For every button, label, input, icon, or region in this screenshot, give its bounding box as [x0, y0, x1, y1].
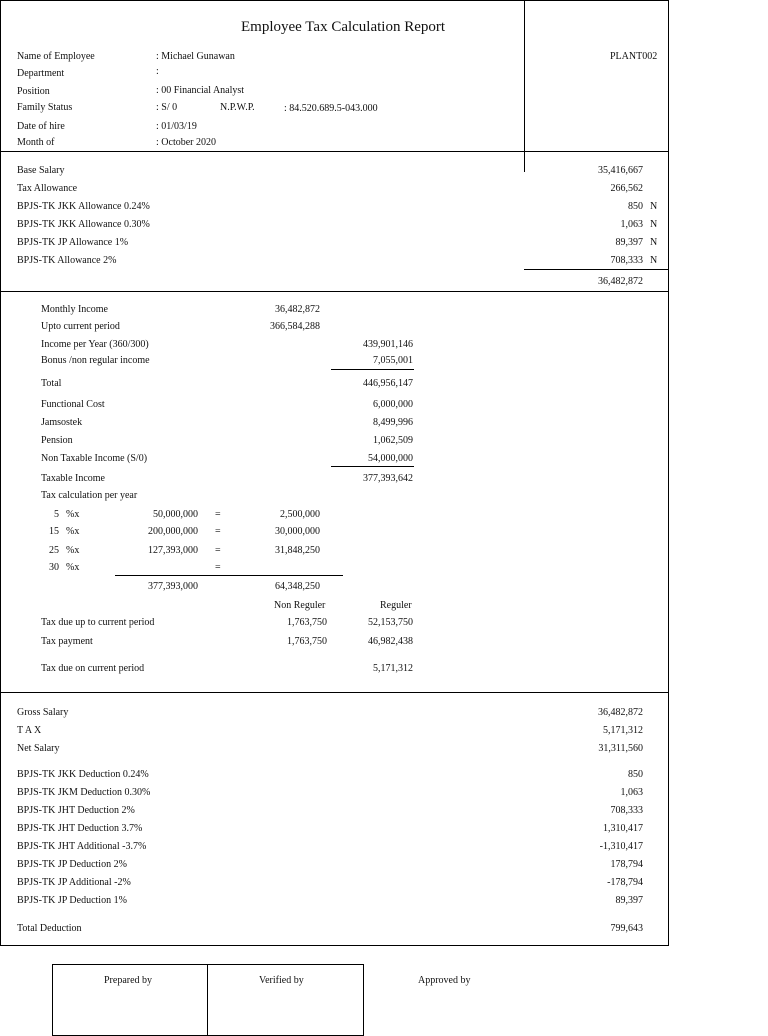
deduction-label: BPJS-TK JP Additional -2% [17, 877, 131, 888]
value-date-of-hire: : 01/03/19 [156, 121, 197, 132]
calc-label-tax-payment: Tax payment [41, 636, 93, 647]
value-position: : 00 Financial Analyst [156, 85, 245, 96]
income-flag-jkk-024: N [650, 201, 658, 212]
income-total-rule [524, 269, 669, 270]
calc-non-taxable-rule [331, 466, 414, 467]
calc-label-total: Total [41, 378, 62, 389]
bracket-rate: 15 [49, 526, 59, 537]
income-value-base-salary: 35,416,667 [598, 165, 643, 176]
label-position: Position [17, 86, 50, 97]
income-value-jkk-030: 1,063 [620, 219, 643, 230]
summary-value-total-deduction: 799,643 [610, 923, 643, 934]
calc-value-monthly-income: 36,482,872 [275, 304, 320, 315]
bracket-tax: 30,000,000 [275, 526, 320, 537]
calc-label-income-per-year: Income per Year (360/300) [41, 339, 149, 350]
deduction-value: -1,310,417 [599, 841, 643, 852]
calc-value-total: 446,956,147 [363, 378, 413, 389]
header-bottom-line [0, 151, 669, 152]
bracket-mult: %x [66, 526, 80, 537]
calc-label-functional-cost: Functional Cost [41, 399, 105, 410]
calc-value-tax-payment-regular: 46,982,438 [368, 636, 413, 647]
calc-value-upto-current: 366,584,288 [270, 321, 320, 332]
income-label-allowance-2: BPJS-TK Allowance 2% [17, 255, 117, 266]
signature-label-prepared: Prepared by [104, 975, 153, 986]
deduction-label: BPJS-TK JHT Additional -3.7% [17, 841, 147, 852]
calc-value-non-taxable: 54,000,000 [368, 453, 413, 464]
label-name: Name of Employee [17, 51, 95, 62]
deduction-value: 178,794 [610, 859, 643, 870]
calc-label-tax-calc-per-year: Tax calculation per year [41, 490, 138, 501]
label-date-of-hire: Date of hire [17, 121, 65, 132]
signature-label-verified: Verified by [259, 975, 304, 986]
frame-right-line [668, 0, 669, 946]
summary-value-net: 31,311,560 [598, 743, 643, 754]
calc-bonus-rule [331, 369, 414, 370]
bracket-equals: = [215, 562, 221, 573]
bracket-equals: = [215, 545, 221, 556]
deduction-value: 1,310,417 [603, 823, 643, 834]
header-divider-vertical [524, 0, 525, 172]
bracket-mult: %x [66, 562, 80, 573]
summary-label-tax: T A X [17, 725, 42, 736]
income-label-jkk-030: BPJS-TK JKK Allowance 0.30% [17, 219, 150, 230]
calc-label-jamsostek: Jamsostek [41, 417, 83, 428]
deduction-value: 89,397 [615, 895, 643, 906]
bracket-base: 50,000,000 [153, 509, 198, 520]
report-title: Employee Tax Calculation Report [241, 19, 446, 35]
calc-value-tax-payment-non-regular: 1,763,750 [287, 636, 327, 647]
income-total-value: 36,482,872 [598, 276, 643, 287]
income-flag-jkk-030: N [650, 219, 658, 230]
npwp-label: N.P.W.P. [220, 102, 255, 113]
calc-label-upto-current: Upto current period [41, 321, 120, 332]
calc-label-pension: Pension [41, 435, 73, 446]
deduction-label: BPJS-TK JP Deduction 1% [17, 895, 127, 906]
income-label-jp-1: BPJS-TK JP Allowance 1% [17, 237, 129, 248]
income-value-allowance-2: 708,333 [610, 255, 643, 266]
income-flag-jp-1: N [650, 237, 658, 248]
summary-label-net: Net Salary [17, 743, 60, 754]
deduction-label: BPJS-TK JHT Deduction 2% [17, 805, 135, 816]
calc-value-tax-due-upto-regular: 52,153,750 [368, 617, 413, 628]
calc-value-jamsostek: 8,499,996 [373, 417, 413, 428]
bracket-tax: 2,500,000 [280, 509, 320, 520]
section-line-3 [0, 692, 669, 693]
deduction-value: 1,063 [620, 787, 643, 798]
calc-label-taxable-income: Taxable Income [41, 473, 105, 484]
income-value-jkk-024: 850 [628, 201, 643, 212]
bracket-base: 200,000,000 [148, 526, 198, 537]
deduction-label: BPJS-TK JHT Deduction 3.7% [17, 823, 143, 834]
income-value-jp-1: 89,397 [615, 237, 643, 248]
summary-label-gross: Gross Salary [17, 707, 69, 718]
calc-label-tax-due-upto: Tax due up to current period [41, 617, 155, 628]
bracket-rate: 25 [49, 545, 59, 556]
bracket-rate: 5 [54, 509, 59, 520]
deduction-value: -178,794 [607, 877, 643, 888]
income-label-jkk-024: BPJS-TK JKK Allowance 0.24% [17, 201, 150, 212]
column-header-regular: Reguler [380, 600, 412, 611]
income-label-base-salary: Base Salary [17, 165, 65, 176]
value-family-status: : S/ 0 [156, 102, 178, 113]
label-month-of: Month of [17, 137, 55, 148]
calc-label-tax-due-current: Tax due on current period [41, 663, 145, 674]
column-header-non-regular: Non Reguler [274, 600, 326, 611]
bracket-mult: %x [66, 545, 80, 556]
value-department: : [156, 66, 159, 77]
bracket-rate: 30 [49, 562, 59, 573]
label-department: Department [17, 68, 65, 79]
signature-label-approved: Approved by [418, 975, 471, 986]
calc-value-pension: 1,062,509 [373, 435, 413, 446]
calc-value-functional-cost: 6,000,000 [373, 399, 413, 410]
deduction-label: BPJS-TK JKM Deduction 0.30% [17, 787, 151, 798]
deduction-label: BPJS-TK JKK Deduction 0.24% [17, 769, 149, 780]
section-line-2 [0, 291, 669, 292]
bracket-base: 127,393,000 [148, 545, 198, 556]
bracket-equals: = [215, 526, 221, 537]
plant-code: PLANT002 [610, 51, 658, 62]
npwp-value: : 84.520.689.5-043.000 [284, 103, 378, 114]
value-month-of: : October 2020 [156, 137, 216, 148]
deduction-label: BPJS-TK JP Deduction 2% [17, 859, 127, 870]
summary-value-tax: 5,171,312 [603, 725, 643, 736]
summary-label-total-deduction: Total Deduction [17, 923, 82, 934]
calc-label-monthly-income: Monthly Income [41, 304, 108, 315]
deduction-value: 850 [628, 769, 643, 780]
income-flag-allowance-2: N [650, 255, 658, 266]
bracket-equals: = [215, 509, 221, 520]
income-label-tax-allowance: Tax Allowance [17, 183, 78, 194]
calc-label-non-taxable: Non Taxable Income (S/0) [41, 453, 148, 464]
calc-value-tax-due-current: 5,171,312 [373, 663, 413, 674]
calc-value-tax-due-upto-non-regular: 1,763,750 [287, 617, 327, 628]
frame-top-line [0, 0, 669, 1]
bracket-tax: 31,848,250 [275, 545, 320, 556]
frame-bottom-line [0, 945, 669, 946]
value-name: : Michael Gunawan [156, 51, 235, 62]
summary-value-gross: 36,482,872 [598, 707, 643, 718]
bracket-mult: %x [66, 509, 80, 520]
calc-value-bonus: 7,055,001 [373, 355, 413, 366]
income-value-tax-allowance: 266,562 [610, 183, 643, 194]
frame-left-line [0, 0, 1, 946]
bracket-total-base: 377,393,000 [148, 581, 198, 592]
calc-value-taxable-income: 377,393,642 [363, 473, 413, 484]
calc-label-bonus: Bonus /non regular income [41, 355, 150, 366]
calc-value-income-per-year: 439,901,146 [363, 339, 413, 350]
bracket-total-rule [115, 575, 343, 576]
label-family-status: Family Status [17, 102, 73, 113]
bracket-total-tax: 64,348,250 [275, 581, 320, 592]
deduction-value: 708,333 [610, 805, 643, 816]
